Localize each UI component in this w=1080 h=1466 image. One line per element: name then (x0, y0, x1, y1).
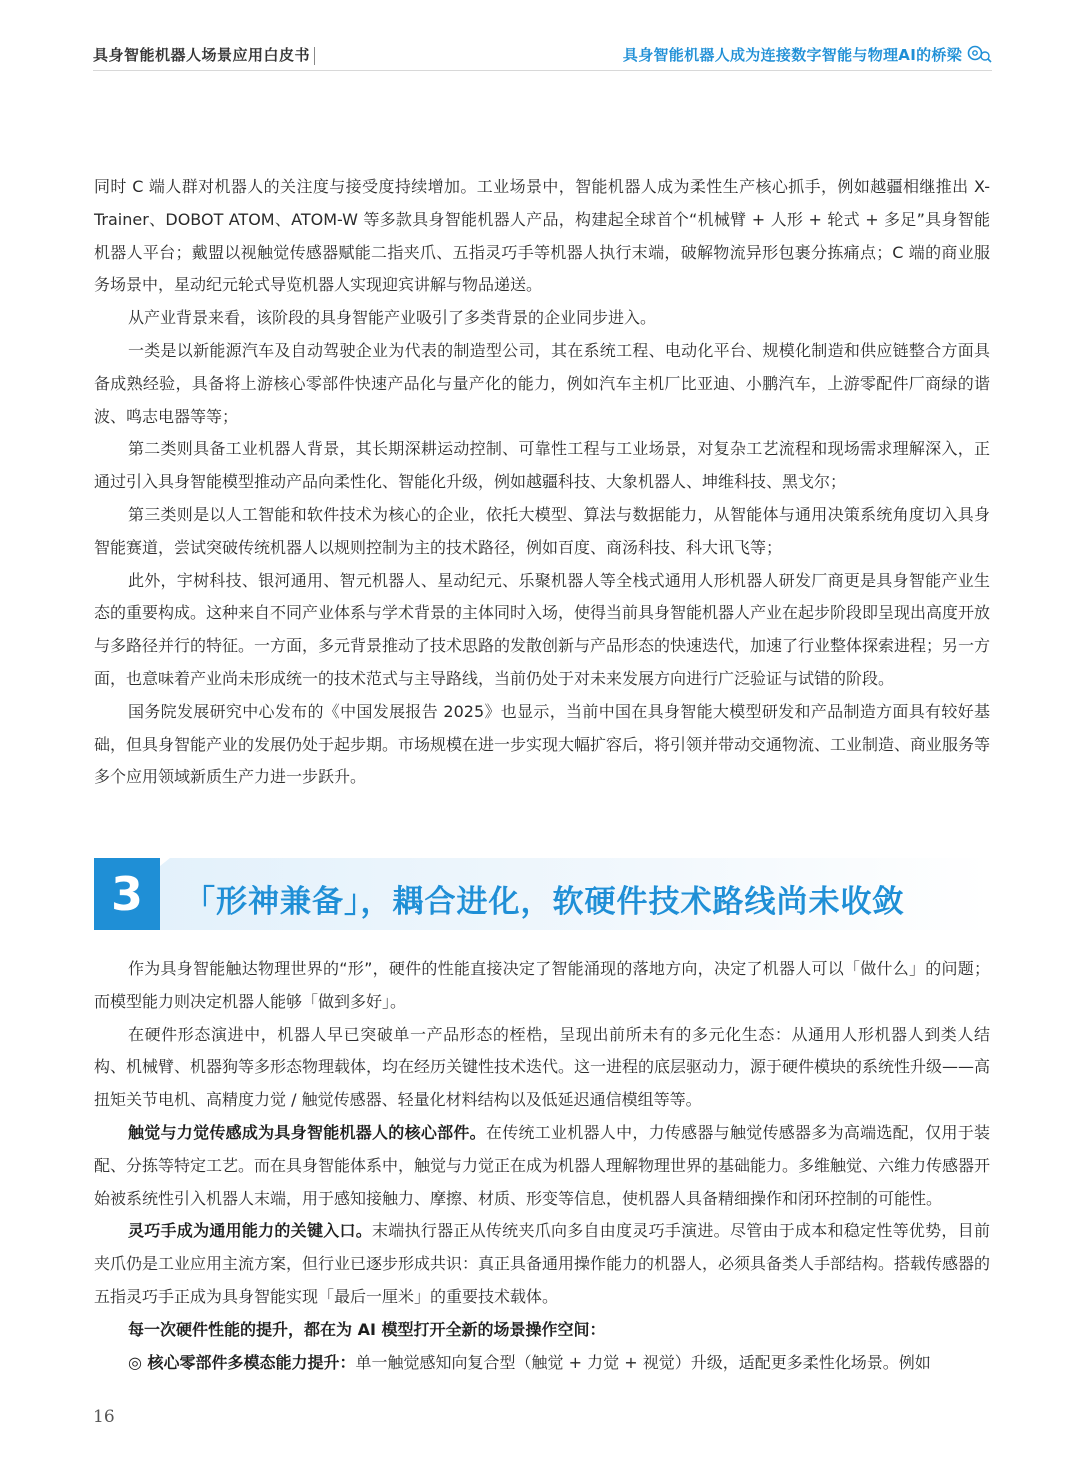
paragraph-text: 在传统工业机器人中，力传感器与触觉传感器多为高端选配，仅用于装配、分拣等特定工艺。而在具身智能体系中，触觉与力觉正在成为机器人理解物理世界的基础能力。多维触觉、六维力传感器开始被系统性引入机器人末端，用于感知接触力、摩擦、材质、形变等信息，使机器人具备精细操作和闭环控制的可能性。 (94, 1122, 991, 1208)
header-right-title: 具身智能机器人成为连接数字智能与物理AI的桥梁 (622, 46, 962, 64)
paragraph (94, 1117, 990, 1215)
paragraph: 在硬件形态演进中，机器人早已突破单一产品形态的桎梏，呈现出前所未有的多元化生态：从通用人形机器人到类人结构、机械臂、机器狗等多形态物理载体，均在经历关键性技术迭代。这一进程的底层驱动力，源于硬件模块的系统性升级——高扭矩关节电机、高精度力觉 / 触觉传感器、轻量化材料结构以及低延迟通信模组等等。 (94, 1024, 991, 1110)
section-1-body (94, 171, 990, 794)
paragraph: 第三类则是以人工智能和软件技术为核心的企业，依托大模型、算法与数据能力，从智能体与通用决策系统角度切入具身智能赛道，尝试突破传统机器人以规则控制为主的技术路径，例如百度、商汤科技、科大讯飞等； (94, 504, 990, 557)
paragraph: 一类是以新能源汽车及自动驾驶企业为代表的制造型公司，其在系统工程、电动化平台、规模化制造和供应链整合方面具备成熟经验，具备将上游核心零部件快速产品化与量产化的能力，例如汽车主机厂比亚迪、小鹏汽车，上游零配件厂商绿的谐波、鸣志电器等等； (94, 340, 990, 426)
paragraph: 同时 C 端人群对机器人的关注度与接受度持续增加。工业场景中，智能机器人成为柔性生产核心抓手，例如越疆相继推出 X-Trainer、DOBOT ATOM、ATOM-W 等多款具身智能机器人产品，构建起全球首个“机械臂 + 人形 + 轮式 + 多足”具身智能机器人平台；戴盟以视触觉传感器赋能二指夹爪、五指灵巧手等机器人执行末端，破解物流异形包裹分拣痛点；C 端的商业服务场景中，星动纪元轮式导览机器人实现迎宾讲解与物品递送。 (94, 177, 990, 295)
header-left-title (93, 44, 315, 65)
paragraph: 第二类则具备工业机器人背景，其长期深耕运动控制、可靠性工程与工业场景，对复杂工艺流程和现场需求理解深入，正通过引入具身智能模型推动产品向柔性化、智能化升级，例如越疆科技、大象机器人、坤维科技、黑戈尔； (94, 439, 990, 492)
page-number: 16 (93, 1407, 115, 1427)
header-divider (314, 47, 315, 65)
paragraph: 作为具身智能触达物理世界的“形”，硬件的性能直接决定了智能涌现的落地方向，决定了机器人可以「做什么」的问题；而模型能力则决定机器人能够「做到多好」。 (94, 959, 990, 1011)
paragraph-lead: ◎ 核心零部件多模态能力提升： (128, 1352, 356, 1372)
section-title: 「形神兼备」，耦合进化，软硬件技术路线尚未收敛 (184, 884, 905, 920)
header-left-title-text: 具身智能机器人场景应用白皮书 (93, 46, 311, 64)
section-3-body (94, 953, 990, 1379)
header-rule (93, 70, 992, 71)
paragraph-lead: 灵巧手成为通用能力的关键入口。 (128, 1221, 373, 1241)
paragraph-text: 末端执行器正从传统夹爪向多自由度灵巧手演进。尽管由于成本和稳定性等优势，目前夹爪仍是工业应用主流方案，但行业已逐步形成共识：真正具备通用操作能力的机器人，必须具备类人手部结构。搭载传感器的五指灵巧手正成为具身智能实现「最后一厘米」的重要技术载体。 (94, 1221, 991, 1306)
section-number: 3 (94, 858, 160, 930)
paragraph-lead: 每一次硬件性能的提升，都在为 AI 模型打开全新的场景操作空间： (128, 1319, 606, 1339)
paragraph: 国务院发展研究中心发布的《中国发展报告 2025》也显示，当前中国在具身智能大模型研发和产品制造方面具有较好基础，但具身智能产业的发展仍处于起步期。市场规模在进一步实现大幅扩容后，将引领并带动交通物流、工业制造、商业服务等多个应用领域新质生产力进一步跃升。 (94, 701, 991, 787)
paragraph (94, 1215, 990, 1313)
paragraph-text: 单一触觉感知向复合型（触觉 + 力觉 + 视觉）升级，适配更多柔性化场景。例如 (355, 1352, 931, 1372)
paragraph-lead: 触觉与力觉传感成为具身智能机器人的核心部件。 (128, 1122, 486, 1142)
paragraph (94, 1347, 990, 1380)
paragraph (94, 1314, 990, 1347)
gear-magnifier-icon (966, 42, 992, 64)
section-heading (94, 858, 990, 930)
paragraph: 此外，宇树科技、银河通用、智元机器人、星动纪元、乐聚机器人等全栈式通用人形机器人研发厂商更是具身智能产业生态的重要构成。这种来自不同产业体系与学术背景的主体同时入场，使得当前具身智能机器人产业在起步阶段即呈现出高度开放与多路径并行的特征。一方面，多元背景推动了技术思路的发散创新与产品形态的快速迭代，加速了行业整体探索进程；另一方面，也意味着产业尚未形成统一的技术范式与主导路线，当前仍处于对未来发展方向进行广泛验证与试错的阶段。 (94, 570, 991, 688)
paragraph: 从产业背景来看，该阶段的具身智能产业吸引了多类背景的企业同步进入。 (128, 308, 657, 328)
